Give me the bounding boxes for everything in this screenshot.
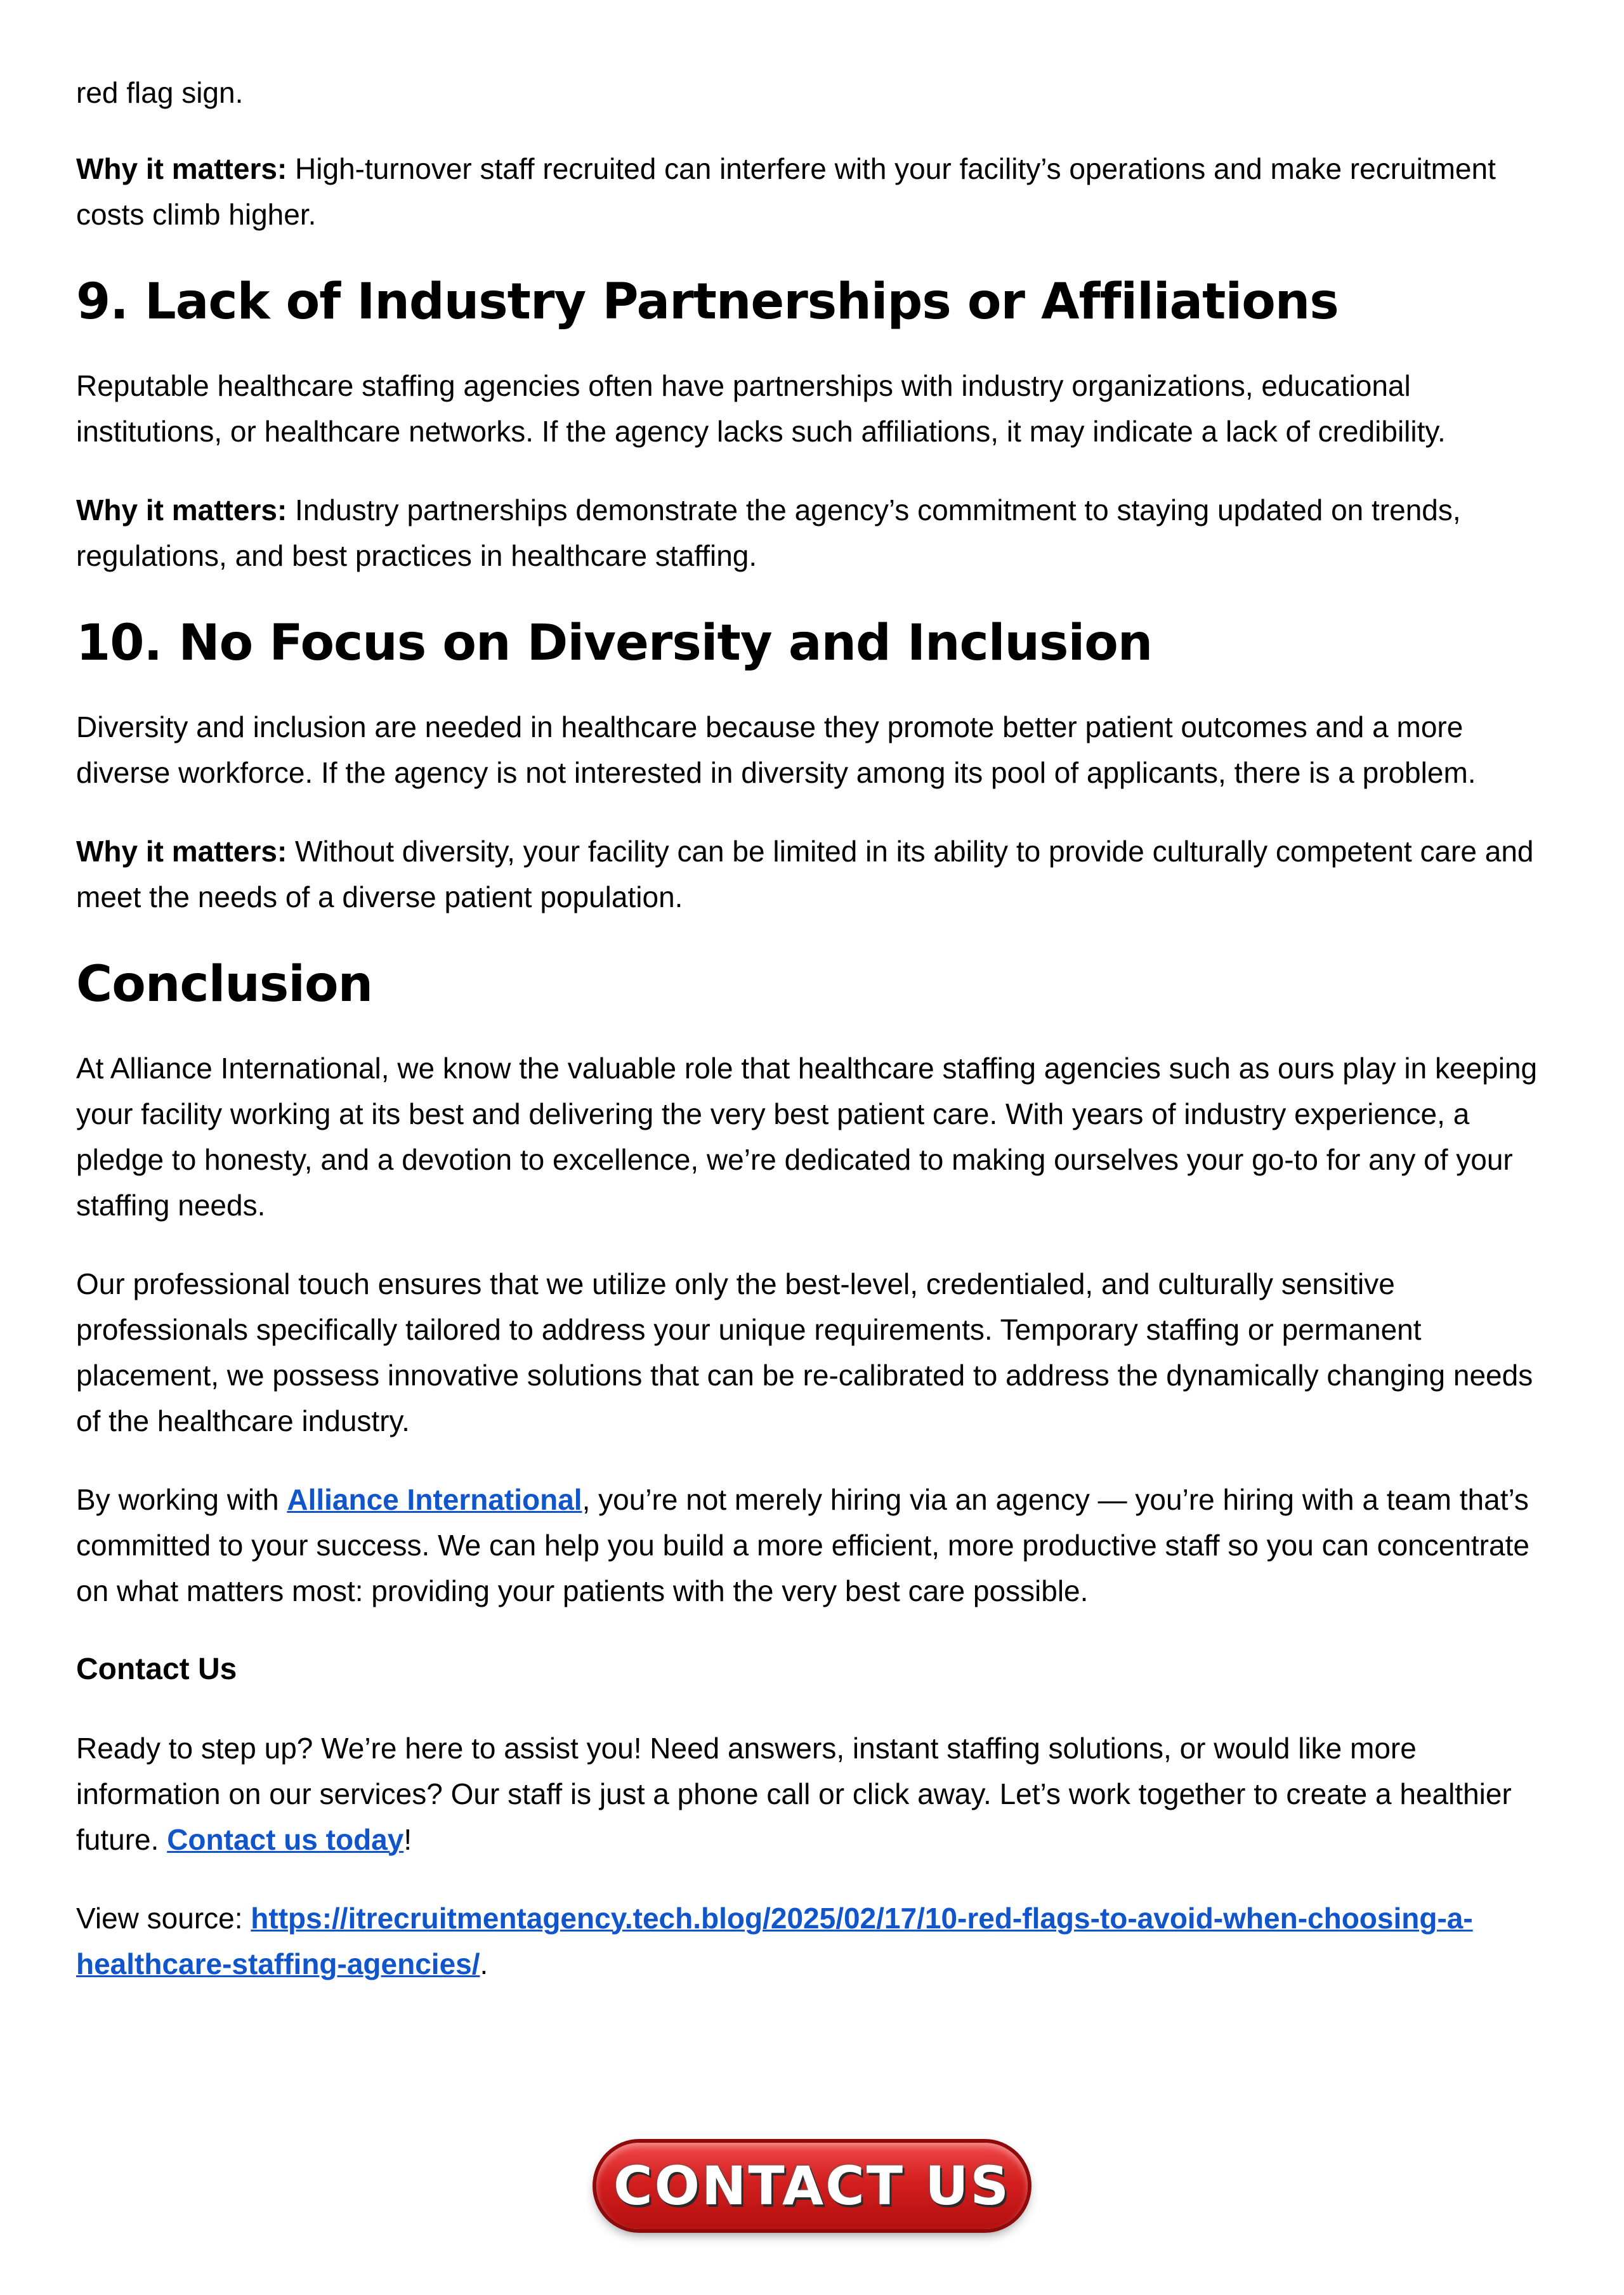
paragraph-section-9: Reputable healthcare staffing agencies often have partnerships with industry organizations, educational institutions, or healthcare networks. If the agency lacks such affiliations, it may indicate a lack of credibility.	[76, 369, 1446, 448]
alliance-international-link[interactable]: Alliance International	[287, 1483, 582, 1516]
contact-us-today-link[interactable]: Contact us today	[167, 1823, 404, 1856]
why-label: Why it matters:	[76, 835, 287, 868]
heading-conclusion: Conclusion	[76, 956, 373, 1013]
contact-text-end: !	[403, 1823, 412, 1856]
paragraph-section-10: Diversity and inclusion are needed in healthcare because they promote better patient outcomes and a more diverse workforce. If the agency is not interested in diversity among its pool of applicants, there is a problem.	[76, 710, 1476, 789]
why-label: Why it matters:	[76, 494, 287, 526]
paragraph-conclusion-2: Our professional touch ensures that we utilize only the best-level, credentialed, and culturally sensitive professionals specifically tailored to address your unique requirements. Temporary staffing or permanent placement, we possess innovative solutions that can be re-calibrated to address the dynamically changing needs of the healthcare industry.	[76, 1267, 1533, 1437]
contact-us-button[interactable]: CONTACT US	[596, 2143, 1028, 2229]
cta-container	[0, 2143, 1624, 2229]
why-label: Why it matters:	[76, 152, 287, 185]
paragraph-why-10	[76, 828, 1561, 920]
view-source-end: .	[480, 1947, 488, 1980]
paragraph-intro-tail: red flag sign.	[76, 76, 244, 109]
contact-text: Ready to step up? We’re here to assist you! Need answers, instant staffing solutions, or would like more information on our services? Our staff is just a phone call or click away. Let’s work together to create a healthier future.	[76, 1732, 1512, 1856]
text-after-link: , you’re not merely hiring via an agency — you’re hiring with a team that’s committed to your success. We can help you build a more efficient, more productive staff so you can concentrate on what matters most: providing your patients with the very best care possible.	[76, 1483, 1529, 1607]
view-source-label: View source:	[76, 1902, 251, 1935]
paragraph-why-9	[76, 487, 1561, 579]
heading-section-9: 9. Lack of Industry Partnerships or Affiliations	[76, 273, 1339, 330]
text-before-link: By working with	[76, 1483, 287, 1516]
heading-section-10: 10. No Focus on Diversity and Inclusion	[76, 615, 1153, 672]
why-text: High-turnover staff recruited can interfere with your facility’s operations and make recruitment costs climb higher.	[76, 152, 1496, 231]
paragraph-conclusion-3	[76, 1477, 1561, 1614]
why-text: Industry partnerships demonstrate the agency’s commitment to staying updated on trends, regulations, and best practices in healthcare staffing.	[76, 494, 1461, 572]
article-content	[76, 70, 1561, 2020]
why-text: Without diversity, your facility can be limited in its ability to provide culturally competent care and meet the needs of a diverse patient population.	[76, 835, 1534, 913]
source-url-link[interactable]: https://itrecruitmentagency.tech.blog/2025/02/17/10-red-flags-to-avoid-when-choosing-a-healthcare-staffing-agencies/	[76, 1902, 1473, 1980]
paragraph-why-8	[76, 146, 1561, 237]
heading-contact-us: Contact Us	[76, 1652, 237, 1686]
paragraph-conclusion-1: At Alliance International, we know the valuable role that healthcare staffing agencies such as ours play in keeping your facility working at its best and delivering the very best patient care. With years of industry experience, a pledge to honesty, and a devotion to excellence, we’re dedicated to making ourselves your go-to for any of your staffing needs.	[76, 1052, 1538, 1222]
paragraph-view-source	[76, 1895, 1561, 1987]
paragraph-contact	[76, 1725, 1561, 1862]
